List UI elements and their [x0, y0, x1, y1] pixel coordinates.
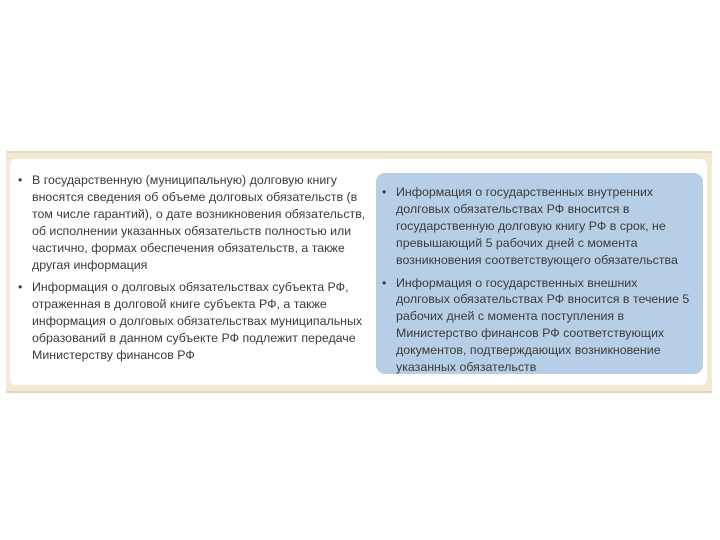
left-text-column	[18, 172, 370, 370]
bullet-icon: •	[18, 280, 23, 295]
list-item	[18, 279, 370, 364]
list-item-text: В государственную (муниципальную) долговую книгу вносятся сведения об объеме долговых обязательств (в том числе гарантий), о дате возникновения обязательств, об исполнении указанных обязательств полностью или частично, формах обеспечения обязательств, а также другая информация	[32, 173, 366, 272]
list-item	[382, 275, 693, 376]
bullet-icon: •	[382, 185, 387, 199]
list-item	[382, 184, 693, 269]
right-bullet-list	[382, 184, 693, 376]
right-highlight-box	[376, 173, 703, 374]
content-card	[10, 159, 707, 385]
list-item-text: Информация о государственных внешних долговых обязательствах РФ вносится в течение 5 рабочих дней с момента поступления в Министерство финансов РФ соответствующих документов, подтверждающих возникновение указанных обязательств	[396, 275, 690, 375]
list-item	[18, 172, 370, 273]
bullet-icon: •	[18, 173, 23, 187]
bullet-icon: •	[382, 275, 387, 290]
content-panel	[6, 151, 712, 393]
list-item-text: Информация о долговых обязательствах субъекта РФ, отраженная в долговой книге субъекта РФ, а также информация о долговых обязательствах муниципальных образований в данном субъекте РФ подлежит передаче Министерству финансов РФ	[32, 280, 363, 363]
left-bullet-list	[18, 172, 370, 364]
list-item-text: Информация о государственных внутренних долговых обязательствах РФ вносится в государственную долговую книгу РФ в срок, не превышающий 5 рабочих дней с момента возникновения соответствующего обязательства	[396, 185, 678, 267]
